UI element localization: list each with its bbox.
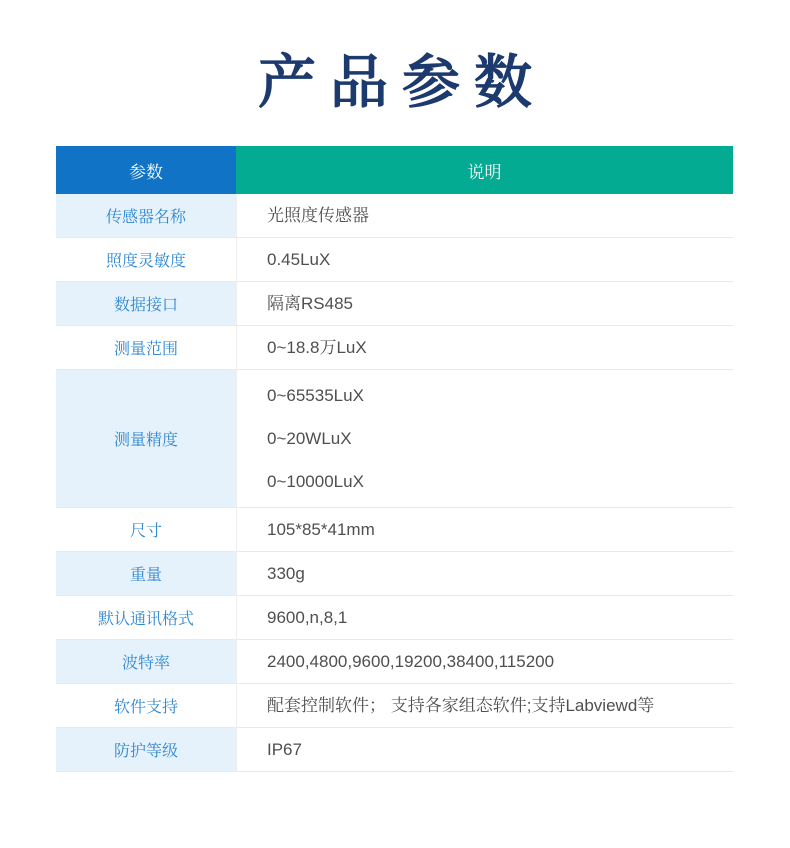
table-row-measure-range xyxy=(56,326,733,370)
param-value: 光照度传感器 xyxy=(267,205,369,225)
param-value: 0~65535LuX xyxy=(267,386,364,405)
param-value: 0~18.8万LuX xyxy=(267,337,367,357)
table-row-sensitivity xyxy=(56,238,733,282)
param-name-cell: 重量 xyxy=(56,552,236,595)
table-row-baud-rate xyxy=(56,640,733,684)
table-row-protection-rating xyxy=(56,728,733,772)
param-value: 2400,4800,9600,19200,38400,115200 xyxy=(267,651,555,671)
table-row-sensor-name xyxy=(56,194,733,238)
param-value-cell xyxy=(236,194,733,237)
param-name-cell: 数据接口 xyxy=(56,282,236,325)
table-row-weight xyxy=(56,552,733,596)
table-header-param: 参数 xyxy=(56,146,236,194)
param-value: 9600,n,8,1 xyxy=(267,607,348,627)
param-name-cell: 默认通讯格式 xyxy=(97,611,194,628)
param-name-cell: 传感器名称 xyxy=(56,194,236,237)
param-value-cell xyxy=(236,238,733,281)
table-header-desc: 说明 xyxy=(236,146,733,194)
table-row-measure-precision xyxy=(56,370,733,508)
param-name-cell: 尺寸 xyxy=(129,523,162,540)
param-value: 隔离RS485 xyxy=(267,293,353,313)
param-name-cell: 防护等级 xyxy=(56,728,236,771)
table-header-row xyxy=(56,146,733,194)
table-row-default-comm-format xyxy=(56,596,733,640)
table-row-data-interface xyxy=(56,282,733,326)
param-value: 0.45LuX xyxy=(267,249,331,269)
page-title: 产品参数 xyxy=(257,50,546,115)
param-value: 0~20WLuX xyxy=(267,429,352,448)
product-parameters-table xyxy=(56,146,733,772)
param-value-cell xyxy=(236,508,733,551)
param-value-cell xyxy=(236,552,733,595)
param-value-cell xyxy=(236,640,733,683)
table-row-software-support xyxy=(56,684,733,728)
param-value-cell xyxy=(236,684,733,727)
param-name-cell: 软件支持 xyxy=(113,699,178,716)
param-value-cell xyxy=(236,282,733,325)
param-value-cell xyxy=(236,596,733,639)
param-value: 0~10000LuX xyxy=(267,472,364,491)
param-name-cell: 测量范围 xyxy=(113,341,178,358)
param-value-cell xyxy=(236,728,733,771)
param-name-cell: 测量精度 xyxy=(56,370,236,507)
param-value-cell xyxy=(236,370,733,507)
table-row-dimensions xyxy=(56,508,733,552)
param-value: 105*85*41mm xyxy=(267,519,375,539)
param-value-cell xyxy=(236,326,733,369)
param-value: 配套控制软件； 支持各家组态软件;支持Labviewd等 xyxy=(267,695,655,715)
param-value: 330g xyxy=(267,563,305,583)
param-name-cell: 波特率 xyxy=(56,640,236,683)
param-name-cell: 照度灵敏度 xyxy=(105,253,186,270)
param-value: IP67 xyxy=(267,739,302,759)
